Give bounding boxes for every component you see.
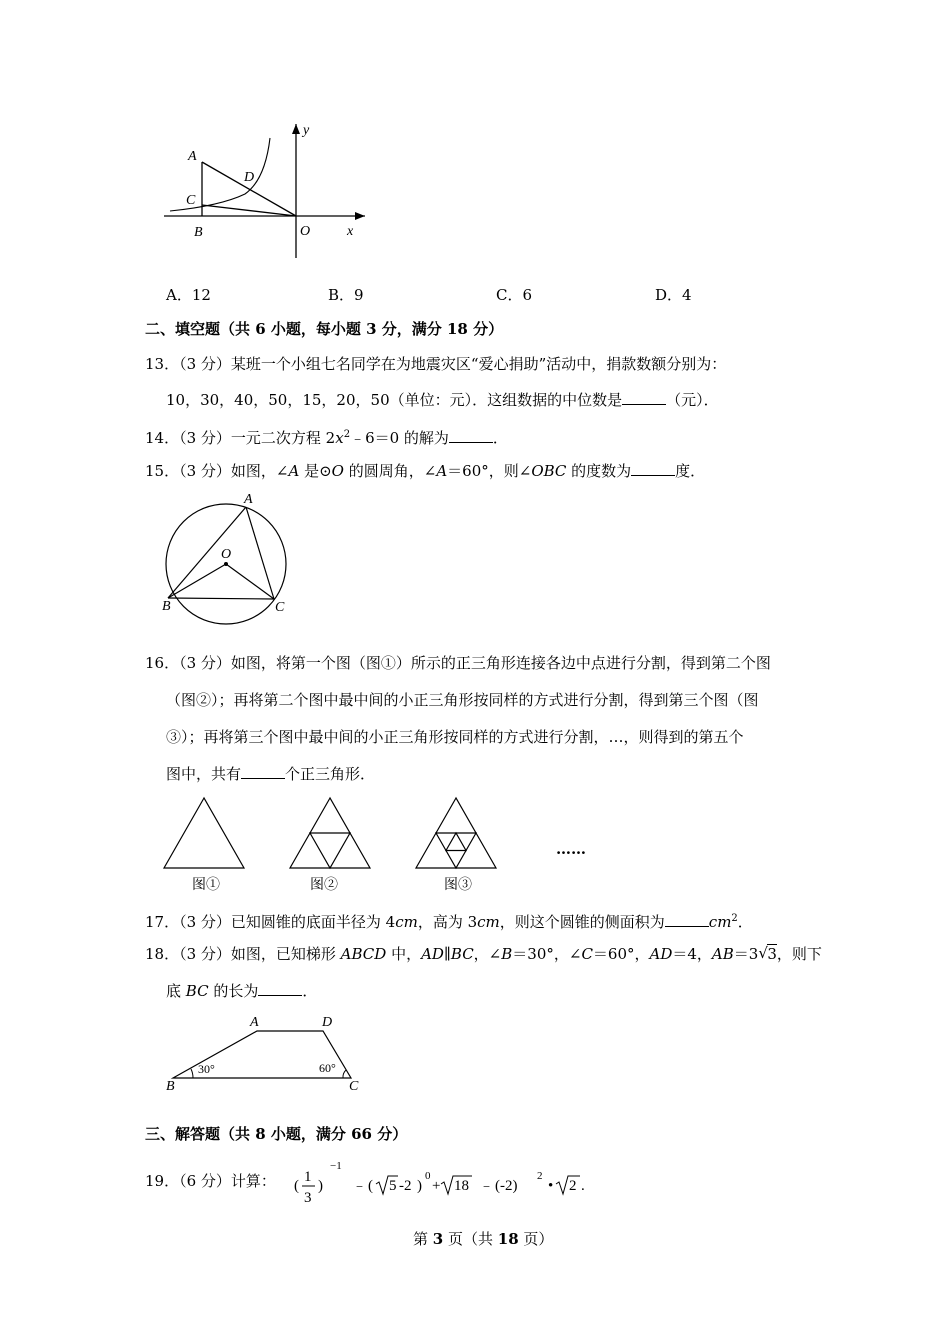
q15-figure [160,490,300,620]
svg-text:﹣: ﹣ [479,1178,495,1194]
q17: 17．（3 分）已知圆锥的底面半径为 4cm，高为 3cm，则这个圆锥的侧面积为 $cm^2$． [145,913,753,931]
q12-figure [160,118,380,268]
svg-text:•: • [548,1178,554,1194]
q13-line2: 10，30，40，50，15，20，50（单位：元）．这组数据的中位数是 （元）． [166,391,719,409]
q13-line1: 13．（3 分）某班一个小组七名同学在为地震灾区“爱心捐助”活动中，捐款数额分别为： [145,355,727,373]
answer-blank [665,912,709,927]
answer-blank [258,981,302,996]
q18-line1: 18．（3 分）如图，已知梯形 ABCD 中，AD∥BC，∠B＝30°，∠C＝60°，AD＝4，AB＝3 √ 3，则下 [145,944,822,963]
q12-choice-d: D．4 [655,286,692,304]
q12-label-b: B [194,225,203,240]
q18-line2: 底 BC 的长为 ． [166,982,318,1000]
svg-text:-2: -2 [399,1178,412,1194]
q16-figure-3 [414,795,504,895]
svg-text:+: + [432,1178,441,1194]
q12-label-c: C [186,193,196,208]
page-number: 3 [432,1230,444,1248]
q16-caption-3: 图③ [444,878,472,893]
answer-blank [449,428,493,443]
q16-figure-1 [162,795,252,895]
q16-figure-2 [288,795,378,895]
exp-two: 2 [537,1170,543,1182]
svg-text:(: ( [294,1178,299,1194]
sqrt-3: √ 3 [758,944,777,963]
svg-text:18: 18 [454,1178,469,1194]
q18-label-d: D [322,1015,333,1030]
q18-label-c: C [349,1079,359,1094]
svg-text:(: ( [368,1178,373,1194]
page-total: 18 [497,1230,519,1248]
frac-denominator: 3 [304,1190,312,1206]
q15-label-o: O [221,547,232,562]
q18-label-a: A [250,1015,259,1030]
svg-text:.: . [581,1178,585,1194]
q12-label-o: O [300,224,311,239]
q16-ellipsis: …… [556,840,586,858]
q18-angle-b: 30° [198,1062,215,1076]
q12-label-y: y [303,123,310,138]
q12-choice-b: B．9 [328,286,364,304]
q12-label-d: D [244,170,255,185]
q16-line2: （图②）；再将第二个图中最中间的小正三角形按同样的方式进行分割，得到第三个图（图 [166,691,759,709]
exp-neg1: −1 [330,1160,342,1172]
answer-blank [241,764,285,779]
q16-line4: 图中，共有 个正三角形． [166,765,376,783]
q12-choice-c: C．6 [496,286,533,304]
answer-blank [622,390,666,405]
q15: 15．（3 分）如图，∠A 是⊙O 的圆周角，∠A＝60°，则∠OBC 的度数为 度． [145,462,706,480]
q16-caption-2: 图② [310,878,338,893]
q12-choice-a: A．12 [166,286,211,304]
section3-header: 三、解答题（共 8 小题，满分 66 分） [145,1125,408,1143]
q15-label-b: B [162,599,171,614]
svg-text:): ) [417,1178,422,1194]
svg-text:5: 5 [389,1178,397,1194]
section2-header: 二、填空题（共 6 小题，每小题 3 分，满分 18 分） [145,320,504,338]
q16-caption-1: 图① [192,878,220,893]
q19-prefix: 19．（6 分）计算： [145,1172,276,1190]
q15-label-c: C [275,600,285,615]
svg-text:2: 2 [569,1178,577,1194]
q16-line3: ③）；再将第三个图中最中间的小正三角形按同样的方式进行分割，…，则得到的第五个 [166,728,744,746]
q18-label-b: B [166,1079,175,1094]
q19-expression [290,1152,610,1206]
frac-numerator: 1 [304,1169,312,1185]
q12-label-x: x [347,224,354,239]
page-footer: 第 3 页（共 18 页） [413,1230,554,1248]
q18-figure [163,1010,373,1095]
answer-blank [631,461,675,476]
q14: 14．（3 分）一元二次方程 $2x^2﹣6=0$ 的解为 ． [145,429,508,447]
exp-zero: 0 [425,1170,431,1182]
svg-text:): ) [318,1178,323,1194]
q12-label-a: A [188,149,197,164]
q18-angle-c: 60° [319,1061,336,1075]
svg-text:(-2): (-2) [495,1178,518,1194]
q16-line1: 16．（3 分）如图，将第一个图（图①）所示的正三角形连接各边中点进行分割，得到第二个图 [145,654,771,672]
q15-label-a: A [244,492,253,507]
svg-text:﹣: ﹣ [352,1178,368,1194]
